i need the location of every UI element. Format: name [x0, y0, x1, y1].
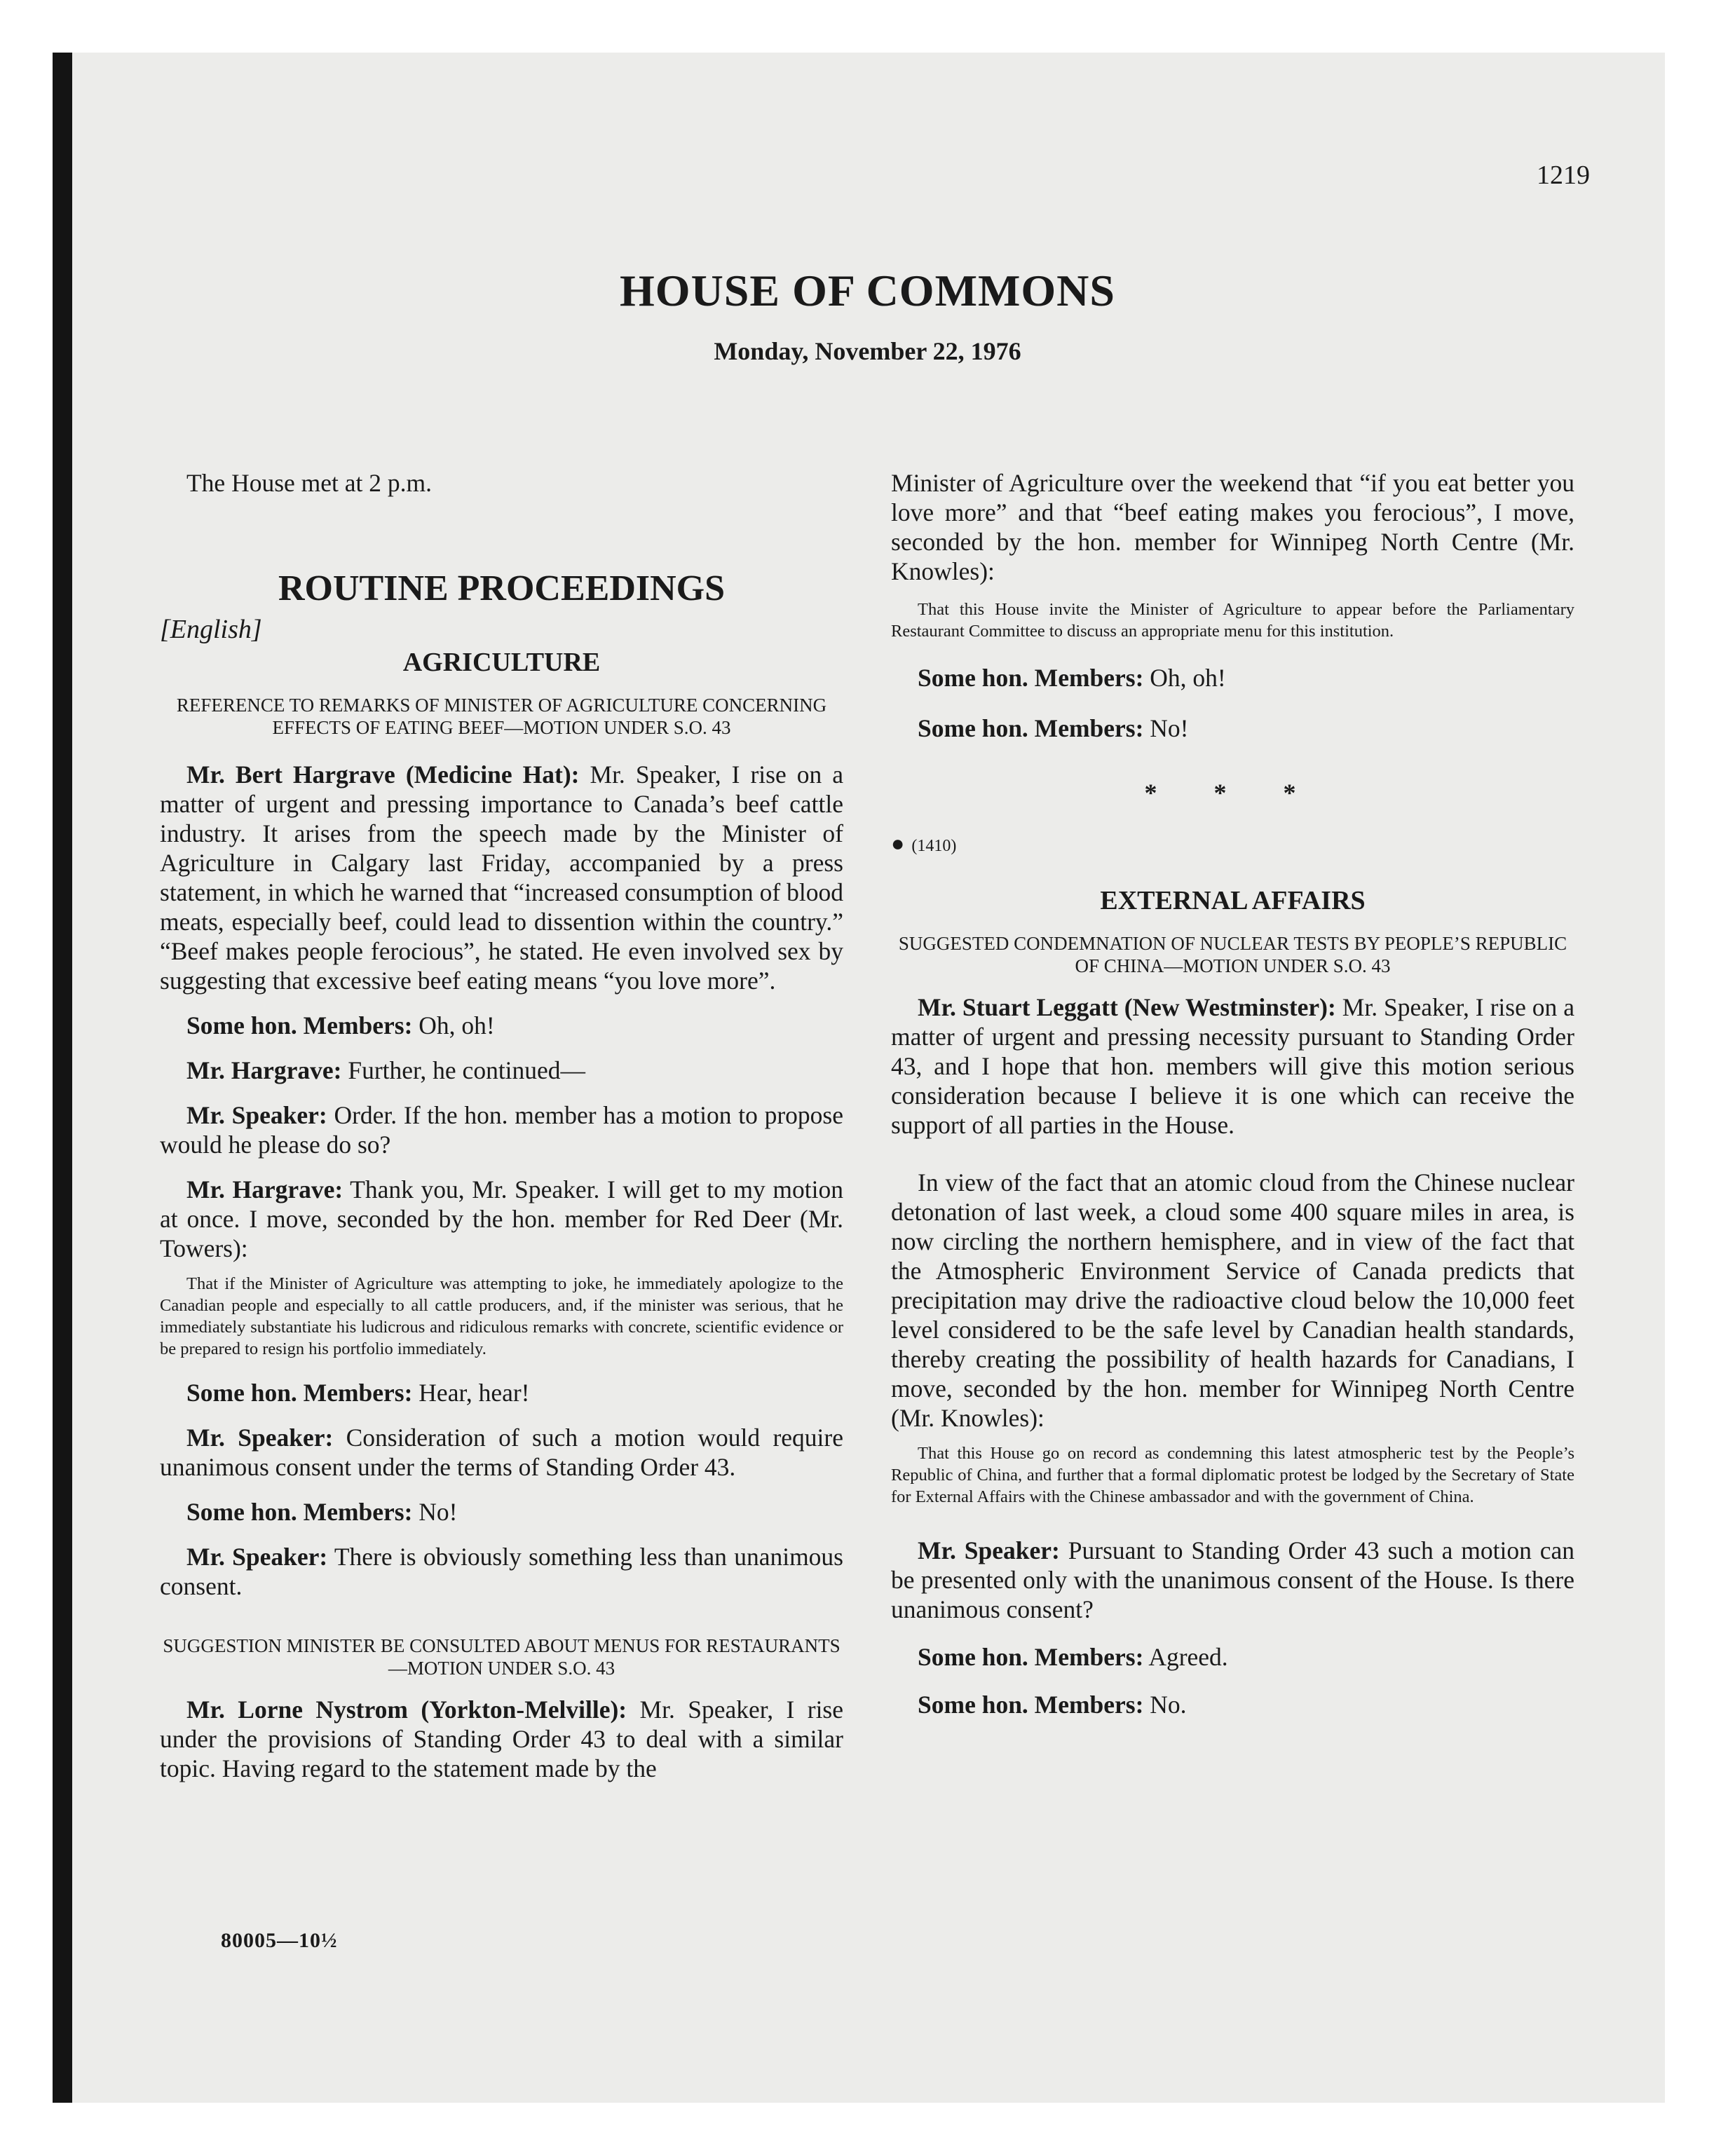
speech-paragraph: [160, 1423, 843, 1482]
speaker-name: Mr. Stuart Leggatt (New Westminster):: [918, 993, 1336, 1021]
left-column: [160, 468, 843, 1799]
page-title: HOUSE OF COMMONS: [620, 266, 1115, 315]
agriculture-heading: AGRICULTURE: [402, 648, 601, 677]
speech-paragraph: [891, 714, 1574, 743]
external-affairs-subheading: SUGGESTED CONDEMNATION OF NUCLEAR TESTS BY PEOPLE’S REPUBLIC OF CHINA—MOTION UNDER S.O. 43: [898, 933, 1567, 976]
speech-paragraph: [160, 1497, 843, 1527]
speech-paragraph: [891, 1536, 1574, 1624]
speaker-name: Mr. Speaker:: [186, 1543, 328, 1571]
speech-paragraph: [891, 1642, 1574, 1672]
speech-text: Thank you, Mr. Speaker. I will get to my motion at once. I move, seconded by the hon. member for Red Deer (Mr. Towers):: [160, 1175, 843, 1262]
speech-text: Oh, oh!: [1143, 664, 1226, 692]
sitting-date: Monday, November 22, 1976: [714, 337, 1021, 365]
page-number: 1219: [1537, 161, 1590, 190]
speech-text: Oh, oh!: [412, 1011, 495, 1039]
speech-paragraph: [160, 1695, 843, 1783]
speech-paragraph: [160, 1056, 843, 1085]
speech-text: There is obviously something less than unanimous consent.: [160, 1543, 843, 1600]
motion-text: That this House go on record as condemning this latest atmospheric test by the People’s Republic of China, and further that a formal diplomatic protest be lodged by the Secretary of State for External Affairs with the Chinese ambassador and with the government of China.: [891, 1444, 1574, 1506]
speech-text: Order. If the hon. member has a motion to propose would he please do so?: [160, 1101, 844, 1159]
speaker-name: Some hon. Members:: [186, 1011, 413, 1039]
speech-paragraph: [160, 1100, 843, 1159]
speech-text: Hear, hear!: [412, 1379, 530, 1407]
time-marker: [891, 828, 1574, 861]
speech-paragraph: [160, 1542, 843, 1601]
speech-text: No.: [1143, 1691, 1187, 1719]
speech-text: Pursuant to Standing Order 43 such a motion can be presented only with the unanimous consent of the House. Is there unanimous consent?: [891, 1536, 1575, 1623]
speaker-name: Some hon. Members:: [186, 1379, 413, 1407]
speech-text: No!: [412, 1498, 458, 1526]
footer-code: 80005—10½: [221, 1929, 338, 1952]
speech-text: Consideration of such a motion would require unanimous consent under the terms of Standing Order 43.: [160, 1424, 843, 1481]
speaker-name: Mr. Speaker:: [186, 1101, 327, 1129]
bullet-icon: ●: [891, 831, 905, 856]
speech-paragraph: [160, 1011, 843, 1040]
right-column: [891, 468, 1574, 1735]
speaker-name: Some hon. Members:: [918, 714, 1144, 742]
opening-line: The House met at 2 p.m.: [186, 469, 432, 497]
menus-subheading: SUGGESTION MINISTER BE CONSULTED ABOUT MENUS FOR RESTAURANTS—MOTION UNDER S.O. 43: [163, 1635, 841, 1679]
speaker-name: Some hon. Members:: [918, 664, 1144, 692]
speech-paragraph: In view of the fact that an atomic cloud from the Chinese nuclear detonation of last week, a cloud some 400 square miles in area, is now circling the northern hemisphere, and in view of the fact that the Atmospheric Environment Service of Canada predicts that precipitation may drive the radioactive cloud below the 10,000 feet level considered to be the safe level by Canadian health standards, thereby creating the possibility of health hazards for Canadians, I move, seconded by the hon. member for Winnipeg North Centre (Mr. Knowles):: [891, 1168, 1574, 1432]
speech-paragraph: [160, 760, 843, 995]
speaker-name: Mr. Lorne Nystrom (Yorkton-Melville):: [186, 1696, 627, 1724]
speech-paragraph: [160, 1175, 843, 1263]
external-affairs-heading: EXTERNAL AFFAIRS: [1100, 886, 1366, 915]
speech-continuation: Minister of Agriculture over the weekend that “if you eat better you love more” and that “beef eating makes you ferocious”, I move, seconded by the hon. member for Winnipeg North Centre (Mr. Knowles):: [891, 469, 1574, 585]
speech-paragraph: [160, 1378, 843, 1407]
routine-proceedings-heading: ROUTINE PROCEEDINGS: [278, 568, 726, 608]
speaker-name: Mr. Hargrave:: [186, 1175, 343, 1203]
speech-paragraph: [891, 1690, 1574, 1719]
speaker-name: Some hon. Members:: [186, 1498, 413, 1526]
speech-paragraph: [891, 992, 1574, 1140]
motion-text: That if the Minister of Agriculture was attempting to joke, he immediately apologize to the Canadian people and especially to all cattle producers, and, if the minister was serious, that he immediately substantiate his ludicrous and ridiculous remarks with concrete, scientific evidence or be prepared to resign his portfolio immediately.: [160, 1274, 843, 1358]
speaker-name: Mr. Speaker:: [186, 1424, 334, 1452]
speaker-name: Mr. Bert Hargrave (Medicine Hat):: [186, 760, 580, 789]
speech-text: Mr. Speaker, I rise on a matter of urgent and pressing importance to Canada’s beef cattle industry. It arises from the speech made by the Minister of Agriculture in Calgary last Friday, accompanied by a press statement, in which he warned that “increased consumption of blood meats, especially beef, could lead to dissention within the country.” “Beef makes people ferocious”, he stated. He even involved sex by suggesting that excessive beef eating means “you love more”.: [160, 760, 843, 995]
speech-text: No!: [1143, 714, 1189, 742]
speaker-name: Mr. Hargrave:: [186, 1056, 342, 1084]
speech-text: Agreed.: [1143, 1643, 1228, 1671]
agriculture-subheading: REFERENCE TO REMARKS OF MINISTER OF AGRICULTURE CONCERNING EFFECTS OF EATING BEEF—MOTION UNDER S.O. 43: [176, 695, 827, 738]
speech-paragraph: [891, 663, 1574, 692]
section-separator: * * *: [1144, 779, 1321, 807]
motion-text: That this House invite the Minister of Agriculture to appear before the Parliamentary Restaurant Committee to discuss an appropriate menu for this institution.: [891, 600, 1574, 641]
speaker-name: Mr. Speaker:: [918, 1536, 1060, 1564]
speech-text: Mr. Speaker, I rise on a matter of urgent and pressing necessity pursuant to Standing Order 43, and I hope that hon. members will give this motion serious consideration because I believe it is one which can receive the support of all parties in the House.: [891, 993, 1574, 1139]
speech-text: Further, he continued—: [341, 1056, 586, 1084]
speaker-name: Some hon. Members:: [918, 1691, 1144, 1719]
speaker-name: Some hon. Members:: [918, 1643, 1144, 1671]
language-tag: [English]: [160, 615, 262, 644]
speech-text: Mr. Speaker, I rise under the provisions of Standing Order 43 to deal with a similar topic. Having regard to the statement made by the: [160, 1696, 844, 1782]
time-marker-text: (1410): [911, 837, 957, 855]
